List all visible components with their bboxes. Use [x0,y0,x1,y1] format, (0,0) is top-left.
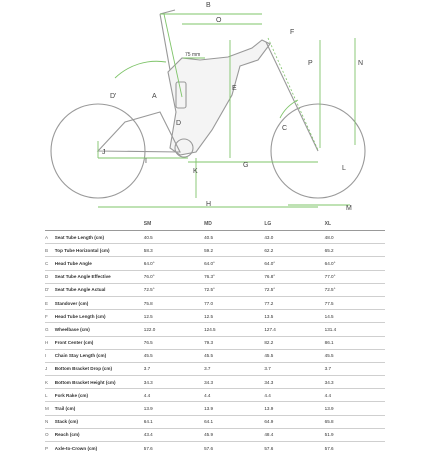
header-size: SM [144,219,204,231]
row-key: C [45,257,55,270]
row-value: 4.4 [325,389,385,402]
row-measure-name: Wheelbase (cm) [55,323,144,336]
row-value: 62.2 [264,244,324,257]
row-key: O [45,428,55,441]
row-value: 3.7 [144,362,204,375]
row-value: 4.4 [144,389,204,402]
row-value: 13.9 [144,402,204,415]
row-value: 77.0 [204,296,264,309]
row-value: 79.3 [204,336,264,349]
row-value: 82.2 [264,336,324,349]
row-value: 131.4 [325,323,385,336]
label-k: K [193,168,198,175]
row-value: 45.5 [144,349,204,362]
row-key: I [45,349,55,362]
table-row [45,402,385,415]
row-value: 65.8 [325,415,385,428]
row-measure-name: Bottom Bracket Drop (cm) [55,362,144,375]
row-value: 34.3 [204,376,264,389]
row-value: 124.5 [204,323,264,336]
row-key: K [45,376,55,389]
row-value: 13.9 [204,402,264,415]
table-row [45,349,385,362]
row-measure-name: Seat Tube Length (cm) [55,231,144,244]
row-value: 64.0° [204,257,264,270]
table-row [45,257,385,270]
row-value: 57.6 [264,442,324,454]
row-key: H [45,336,55,349]
table-row [45,442,385,454]
row-value: 75.8 [144,296,204,309]
row-key: M [45,402,55,415]
label-l: L [342,165,346,172]
table-row [45,296,385,309]
row-value: 59.2 [204,244,264,257]
row-value: 57.6 [204,442,264,454]
row-value: 40.5 [204,231,264,244]
row-measure-name: Seat Tube Angle Effective [55,270,144,283]
row-value: 76.3° [204,270,264,283]
row-value: 40.5 [144,231,204,244]
table-row [45,389,385,402]
row-measure-name: Head Tube Length (cm) [55,310,144,323]
label-i: I [145,158,147,165]
row-measure-name: Head Tube Angle [55,257,144,270]
row-key: A [45,231,55,244]
table-row [45,270,385,283]
bike-frame [98,10,318,157]
row-value: 51.9 [325,428,385,441]
label-e: E [232,85,237,92]
row-value: 72.5° [204,283,264,296]
row-value: 43.4 [144,428,204,441]
row-value: 3.7 [325,362,385,375]
row-value: 13.9 [325,402,385,415]
row-value: 45.5 [325,349,385,362]
row-value: 77.5 [325,296,385,309]
row-value: 14.5 [325,310,385,323]
row-value: 12.5 [204,310,264,323]
geometry-table [45,219,385,454]
row-key: P [45,442,55,454]
row-value: 64.1 [204,415,264,428]
table-row [45,283,385,296]
row-value: 64.9 [264,415,324,428]
row-value: 34.3 [144,376,204,389]
label-offset: 75 mm [185,52,200,58]
row-value: 4.4 [264,389,324,402]
label-m: M [346,205,352,212]
row-key: L [45,389,55,402]
row-key: N [45,415,55,428]
row-value: 13.9 [264,402,324,415]
header-key [45,219,55,231]
row-measure-name: Bottom Bracket Height (cm) [55,376,144,389]
row-measure-name: Reach (cm) [55,428,144,441]
table-row [45,323,385,336]
row-value: 64.1 [144,415,204,428]
table-row [45,231,385,244]
row-value: 65.2 [325,244,385,257]
row-value: 64.0° [144,257,204,270]
table-row [45,428,385,441]
row-measure-name: Axle-to-Crown (cm) [55,442,144,454]
row-key: B [45,244,55,257]
header-size: XL [325,219,385,231]
row-value: 127.4 [264,323,324,336]
row-value: 76.0° [144,270,204,283]
label-g: H [206,201,211,208]
row-value: 48.0 [325,231,385,244]
row-value: 76.5 [144,336,204,349]
row-measure-name: Stack (cm) [55,415,144,428]
row-measure-name: Standover (cm) [55,296,144,309]
bike-geometry-diagram [0,0,430,208]
row-value: 72.5° [325,283,385,296]
row-value: 86.1 [325,336,385,349]
row-measure-name: Trail (cm) [55,402,144,415]
table-row [45,415,385,428]
row-key: G [45,323,55,336]
row-key: E [45,296,55,309]
row-value: 122.0 [144,323,204,336]
row-value: 43.0 [264,231,324,244]
row-value: 72.5° [264,283,324,296]
row-value: 34.3 [264,376,324,389]
geometry-table-body [45,231,385,454]
label-d-prime: D' [110,93,116,100]
row-value: 58.3 [144,244,204,257]
row-value: 4.4 [204,389,264,402]
row-value: 45.5 [204,349,264,362]
row-value: 64.0° [264,257,324,270]
row-key: D' [45,283,55,296]
label-h: G [243,162,248,169]
row-value: 3.7 [264,362,324,375]
row-value: 45.5 [264,349,324,362]
row-measure-name: Chain Stay Length (cm) [55,349,144,362]
row-value: 34.3 [325,376,385,389]
row-measure-name: Seat Tube Angle Actual [55,283,144,296]
row-key: J [45,362,55,375]
table-header-row [45,219,385,231]
row-value: 77.2 [264,296,324,309]
table-row [45,336,385,349]
row-value: 64.0° [325,257,385,270]
table-row [45,244,385,257]
row-measure-name: Fork Rake (cm) [55,389,144,402]
table-row [45,362,385,375]
row-value: 45.9 [204,428,264,441]
row-key: F [45,310,55,323]
row-value: 57.6 [325,442,385,454]
label-p: P [308,60,313,67]
row-measure-name: Front Center (cm) [55,336,144,349]
label-a: A [152,93,157,100]
label-n: N [358,60,363,67]
row-value: 77.0° [325,270,385,283]
row-value: 48.4 [264,428,324,441]
row-value: 57.6 [144,442,204,454]
row-value: 3.7 [204,362,264,375]
label-b: B [206,2,211,9]
label-c: C [282,125,287,132]
label-d: D [176,120,181,127]
row-value: 13.5 [264,310,324,323]
table-row [45,310,385,323]
header-size: LG [264,219,324,231]
header-size: MD [204,219,264,231]
row-value: 72.5° [144,283,204,296]
label-j: J [102,149,106,156]
row-measure-name: Top Tube Horizontal (cm) [55,244,144,257]
label-f: F [290,29,294,36]
row-value: 76.8° [264,270,324,283]
row-key: D [45,270,55,283]
header-measure [55,219,144,231]
table-row [45,376,385,389]
row-value: 12.5 [144,310,204,323]
label-o: O [216,17,222,24]
